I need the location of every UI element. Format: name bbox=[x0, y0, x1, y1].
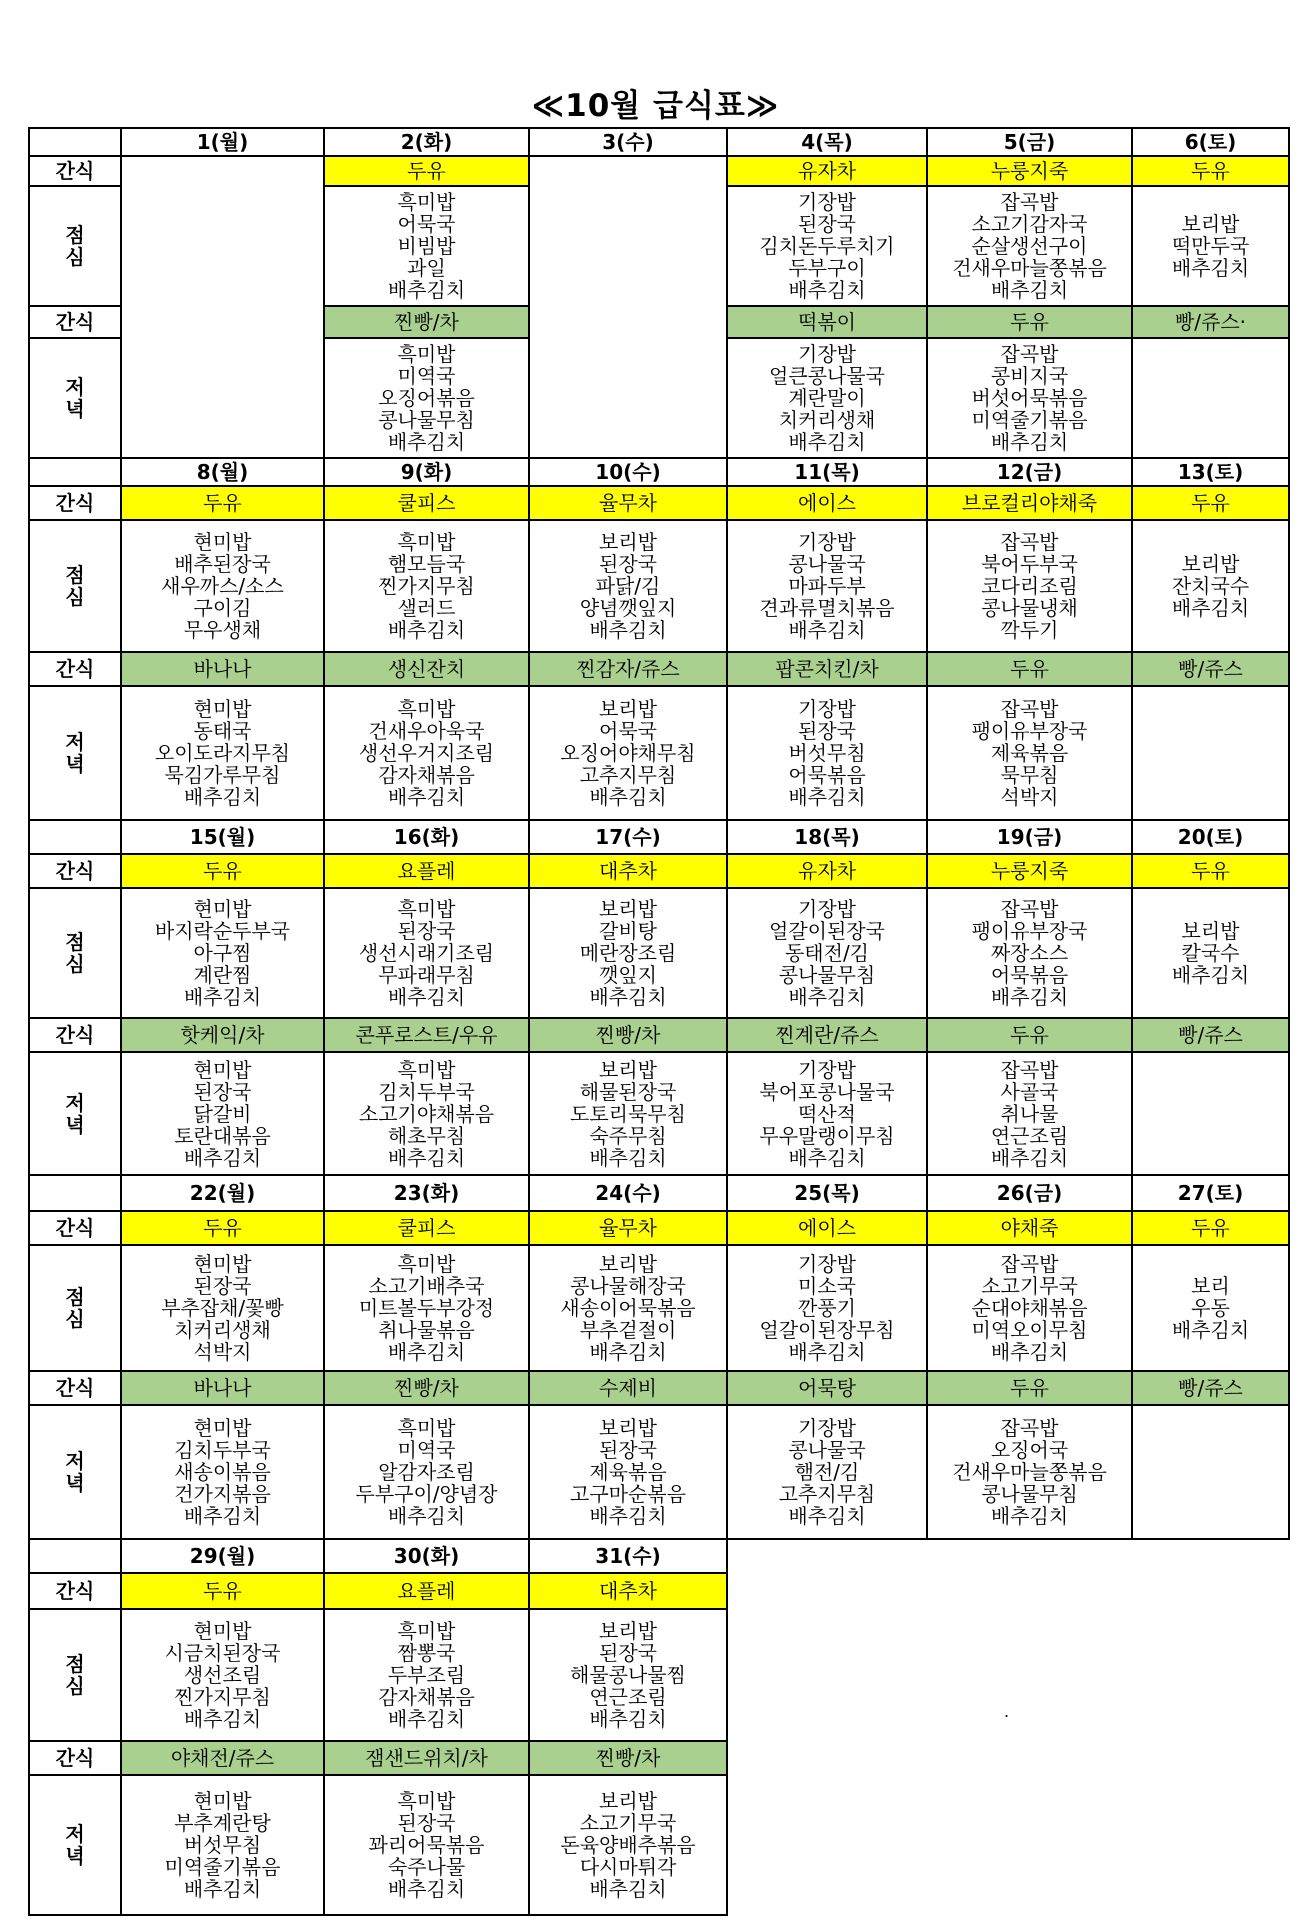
dinner-menu-cell: 흑미밥 김치두부국 소고기야채볶음 해초무침 배추김치 bbox=[324, 1052, 529, 1175]
date-header: 17(수) bbox=[529, 820, 727, 854]
corner-cell bbox=[29, 458, 121, 486]
am-snack-cell: 율무차 bbox=[529, 1211, 727, 1245]
dinner-menu-cell: 흑미밥 미역국 알감자조림 두부구이/양념장 배추김치 bbox=[324, 1405, 529, 1539]
row-label-snack: 간식 bbox=[29, 1211, 121, 1245]
date-header: 8(월) bbox=[121, 458, 324, 486]
corner-cell bbox=[29, 1539, 121, 1573]
dinner-menu-cell: 보리밥 된장국 제육볶음 고구마순볶음 배추김치 bbox=[529, 1405, 727, 1539]
blank-day-cell bbox=[529, 156, 727, 458]
row-label-snack: 간식 bbox=[29, 1573, 121, 1609]
dinner-menu-cell: 잡곡밥 오징어국 건새우마늘쫑볶음 콩나물무침 배추김치 bbox=[927, 1405, 1132, 1539]
row-label-lunch: 점 심 bbox=[29, 1245, 121, 1371]
corner-cell bbox=[29, 1175, 121, 1211]
pm-snack-cell: 빵/쥬스 bbox=[1132, 652, 1289, 686]
footer-mark: . bbox=[1004, 1702, 1010, 1721]
date-header: 27(토) bbox=[1132, 1175, 1289, 1211]
am-snack-cell: 누룽지죽 bbox=[927, 854, 1132, 888]
date-header: 20(토) bbox=[1132, 820, 1289, 854]
dinner-menu-cell: 흑미밥 된장국 꽈리어묵볶음 숙주나물 배추김치 bbox=[324, 1775, 529, 1915]
am-snack-cell: 두유 bbox=[1132, 854, 1289, 888]
pm-snack-cell: 두유 bbox=[927, 306, 1132, 338]
date-header: 26(금) bbox=[927, 1175, 1132, 1211]
am-snack-cell: 두유 bbox=[121, 1573, 324, 1609]
dinner-menu-cell: 기장밥 얼큰콩나물국 계란말이 치커리생채 배추김치 bbox=[727, 338, 927, 458]
pm-snack-cell: 떡볶이 bbox=[727, 306, 927, 338]
corner-cell bbox=[29, 128, 121, 156]
row-label-lunch: 점 심 bbox=[29, 888, 121, 1018]
date-header: 10(수) bbox=[529, 458, 727, 486]
lunch-menu-cell: 흑미밥 짬뽕국 두부조림 감자채볶음 배추김치 bbox=[324, 1609, 529, 1741]
date-header: 24(수) bbox=[529, 1175, 727, 1211]
blank-area bbox=[727, 1539, 1289, 1915]
row-label-snack: 간식 bbox=[29, 1741, 121, 1775]
row-label-lunch: 점 심 bbox=[29, 186, 121, 306]
lunch-menu-cell: 보리밥 잔치국수 배추김치 bbox=[1132, 520, 1289, 652]
am-snack-cell: 브로컬리야채죽 bbox=[927, 486, 1132, 520]
lunch-menu-cell: 현미밥 된장국 부추잡채/꽃빵 치커리생채 석박지 bbox=[121, 1245, 324, 1371]
pm-snack-cell: 야채전/쥬스 bbox=[121, 1741, 324, 1775]
date-header: 19(금) bbox=[927, 820, 1132, 854]
date-header: 11(목) bbox=[727, 458, 927, 486]
am-snack-cell: 요플레 bbox=[324, 1573, 529, 1609]
date-header: 3(수) bbox=[529, 128, 727, 156]
lunch-menu-cell: 보리 우동 배추김치 bbox=[1132, 1245, 1289, 1371]
corner-cell bbox=[29, 820, 121, 854]
pm-snack-cell: 찐빵/차 bbox=[529, 1741, 727, 1775]
date-header: 29(월) bbox=[121, 1539, 324, 1573]
lunch-menu-cell: 현미밥 배추된장국 새우까스/소스 구이김 무우생채 bbox=[121, 520, 324, 652]
date-header: 4(목) bbox=[727, 128, 927, 156]
am-snack-cell: 두유 bbox=[1132, 156, 1289, 186]
am-snack-cell: 야채죽 bbox=[927, 1211, 1132, 1245]
dinner-menu-cell: 현미밥 김치두부국 새송이볶음 건가지볶음 배추김치 bbox=[121, 1405, 324, 1539]
lunch-menu-cell: 잡곡밥 팽이유부장국 짜장소스 어묵볶음 배추김치 bbox=[927, 888, 1132, 1018]
row-label-dinner: 저 녁 bbox=[29, 338, 121, 458]
date-header: 16(화) bbox=[324, 820, 529, 854]
dinner-menu-cell: 기장밥 콩나물국 햄전/김 고추지무침 배추김치 bbox=[727, 1405, 927, 1539]
dinner-menu-cell: 잡곡밥 콩비지국 버섯어묵볶음 미역줄기볶음 배추김치 bbox=[927, 338, 1132, 458]
lunch-menu-cell: 잡곡밥 소고기무국 순대야채볶음 미역오이무침 배추김치 bbox=[927, 1245, 1132, 1371]
date-header: 2(화) bbox=[324, 128, 529, 156]
row-label-snack: 간식 bbox=[29, 1018, 121, 1052]
date-header: 6(토) bbox=[1132, 128, 1289, 156]
am-snack-cell: 유자차 bbox=[727, 156, 927, 186]
date-header: 22(월) bbox=[121, 1175, 324, 1211]
date-header: 12(금) bbox=[927, 458, 1132, 486]
pm-snack-cell: 수제비 bbox=[529, 1371, 727, 1405]
row-label-dinner: 저 녁 bbox=[29, 686, 121, 820]
date-header: 9(화) bbox=[324, 458, 529, 486]
dinner-menu-cell: 잡곡밥 사골국 취나물 연근조림 배추김치 bbox=[927, 1052, 1132, 1175]
lunch-menu-cell: 기장밥 미소국 깐풍기 얼갈이된장무침 배추김치 bbox=[727, 1245, 927, 1371]
lunch-menu-cell: 흑미밥 어묵국 비빔밥 과일 배추김치 bbox=[324, 186, 529, 306]
date-header: 1(월) bbox=[121, 128, 324, 156]
lunch-menu-cell: 보리밥 된장국 해물콩나물찜 연근조림 배추김치 bbox=[529, 1609, 727, 1741]
date-header: 31(수) bbox=[529, 1539, 727, 1573]
row-label-snack: 간식 bbox=[29, 156, 121, 186]
pm-snack-cell: 바나나 bbox=[121, 1371, 324, 1405]
date-header: 5(금) bbox=[927, 128, 1132, 156]
lunch-menu-cell: 보리밥 칼국수 배추김치 bbox=[1132, 888, 1289, 1018]
date-header: 18(목) bbox=[727, 820, 927, 854]
pm-snack-cell: 찐감자/쥬스 bbox=[529, 652, 727, 686]
lunch-menu-cell: 흑미밥 된장국 생선시래기조림 무파래무침 배추김치 bbox=[324, 888, 529, 1018]
lunch-menu-cell: 현미밥 바지락순두부국 아구찜 계란찜 배추김치 bbox=[121, 888, 324, 1018]
row-label-lunch: 점 심 bbox=[29, 520, 121, 652]
row-label-snack: 간식 bbox=[29, 486, 121, 520]
lunch-menu-cell: 잡곡밥 북어두부국 코다리조림 콩나물냉채 깍두기 bbox=[927, 520, 1132, 652]
date-header: 30(화) bbox=[324, 1539, 529, 1573]
pm-snack-cell: 어묵탕 bbox=[727, 1371, 927, 1405]
dinner-menu-cell: 기장밥 된장국 버섯무침 어묵볶음 배추김치 bbox=[727, 686, 927, 820]
dinner-menu-cell: 현미밥 된장국 닭갈비 토란대볶음 배추김치 bbox=[121, 1052, 324, 1175]
am-snack-cell: 대추차 bbox=[529, 854, 727, 888]
am-snack-cell: 두유 bbox=[121, 486, 324, 520]
am-snack-cell: 유자차 bbox=[727, 854, 927, 888]
pm-snack-cell: 찐빵/차 bbox=[324, 1371, 529, 1405]
dinner-menu-cell bbox=[1132, 338, 1289, 458]
lunch-menu-cell: 현미밥 시금치된장국 생선조림 찐가지무침 배추김치 bbox=[121, 1609, 324, 1741]
pm-snack-cell: 찐빵/차 bbox=[529, 1018, 727, 1052]
lunch-menu-cell: 기장밥 콩나물국 마파두부 견과류멸치볶음 배추김치 bbox=[727, 520, 927, 652]
am-snack-cell: 두유 bbox=[121, 854, 324, 888]
pm-snack-cell: 두유 bbox=[927, 1018, 1132, 1052]
dinner-menu-cell: 흑미밥 미역국 오징어볶음 콩나물무침 배추김치 bbox=[324, 338, 529, 458]
row-label-dinner: 저 녁 bbox=[29, 1405, 121, 1539]
row-label-dinner: 저 녁 bbox=[29, 1052, 121, 1175]
am-snack-cell: 요플레 bbox=[324, 854, 529, 888]
am-snack-cell: 두유 bbox=[324, 156, 529, 186]
page-title: ≪10월 급식표≫ bbox=[531, 88, 780, 124]
lunch-menu-cell: 잡곡밥 소고기감자국 순살생선구이 건새우마늘쫑볶음 배추김치 bbox=[927, 186, 1132, 306]
row-label-dinner: 저 녁 bbox=[29, 1775, 121, 1915]
dinner-menu-cell: 현미밥 부추계란탕 버섯무침 미역줄기볶음 배추김치 bbox=[121, 1775, 324, 1915]
dinner-menu-cell bbox=[1132, 1052, 1289, 1175]
lunch-menu-cell: 보리밥 갈비탕 메란장조림 깻잎지 배추김치 bbox=[529, 888, 727, 1018]
lunch-menu-cell: 보리밥 콩나물해장국 새송이어묵볶음 부추겉절이 배추김치 bbox=[529, 1245, 727, 1371]
blank-day-cell bbox=[121, 156, 324, 458]
row-label-snack: 간식 bbox=[29, 652, 121, 686]
dinner-menu-cell: 흑미밥 건새우아욱국 생선우거지조림 감자채볶음 배추김치 bbox=[324, 686, 529, 820]
dinner-menu-cell: 보리밥 해물된장국 도토리묵무침 숙주무침 배추김치 bbox=[529, 1052, 727, 1175]
pm-snack-cell: 찐계란/쥬스 bbox=[727, 1018, 927, 1052]
row-label-snack: 간식 bbox=[29, 1371, 121, 1405]
lunch-menu-cell: 기장밥 얼갈이된장국 동태전/김 콩나물무침 배추김치 bbox=[727, 888, 927, 1018]
pm-snack-cell: 빵/쥬스· bbox=[1132, 306, 1289, 338]
lunch-menu-cell: 흑미밥 햄모듬국 찐가지무침 샐러드 배추김치 bbox=[324, 520, 529, 652]
pm-snack-cell: 핫케익/차 bbox=[121, 1018, 324, 1052]
am-snack-cell: 두유 bbox=[1132, 486, 1289, 520]
meal-schedule-table bbox=[28, 127, 1290, 1916]
row-label-lunch: 점 심 bbox=[29, 1609, 121, 1741]
date-header: 23(화) bbox=[324, 1175, 529, 1211]
am-snack-cell: 에이스 bbox=[727, 486, 927, 520]
pm-snack-cell: 빵/쥬스 bbox=[1132, 1371, 1289, 1405]
am-snack-cell: 율무차 bbox=[529, 486, 727, 520]
lunch-menu-cell: 기장밥 된장국 김치돈두루치기 두부구이 배추김치 bbox=[727, 186, 927, 306]
pm-snack-cell: 두유 bbox=[927, 652, 1132, 686]
pm-snack-cell: 빵/쥬스 bbox=[1132, 1018, 1289, 1052]
row-label-snack: 간식 bbox=[29, 306, 121, 338]
date-header: 15(월) bbox=[121, 820, 324, 854]
pm-snack-cell: 바나나 bbox=[121, 652, 324, 686]
pm-snack-cell: 잼샌드위치/차 bbox=[324, 1741, 529, 1775]
pm-snack-cell: 생신잔치 bbox=[324, 652, 529, 686]
pm-snack-cell: 콘푸로스트/우유 bbox=[324, 1018, 529, 1052]
am-snack-cell: 대추차 bbox=[529, 1573, 727, 1609]
am-snack-cell: 누룽지죽 bbox=[927, 156, 1132, 186]
dinner-menu-cell: 보리밥 어묵국 오징어야채무침 고추지무침 배추김치 bbox=[529, 686, 727, 820]
lunch-menu-cell: 보리밥 떡만두국 배추김치 bbox=[1132, 186, 1289, 306]
dinner-menu-cell bbox=[1132, 1405, 1289, 1539]
dinner-menu-cell: 기장밥 북어포콩나물국 떡산적 무우말랭이무침 배추김치 bbox=[727, 1052, 927, 1175]
row-label-snack: 간식 bbox=[29, 854, 121, 888]
am-snack-cell: 에이스 bbox=[727, 1211, 927, 1245]
am-snack-cell: 두유 bbox=[121, 1211, 324, 1245]
lunch-menu-cell: 보리밥 된장국 파닭/김 양념깻잎지 배추김치 bbox=[529, 520, 727, 652]
pm-snack-cell: 찐빵/차 bbox=[324, 306, 529, 338]
pm-snack-cell: 팝콘치킨/차 bbox=[727, 652, 927, 686]
dinner-menu-cell bbox=[1132, 686, 1289, 820]
am-snack-cell: 쿨피스 bbox=[324, 1211, 529, 1245]
lunch-menu-cell: 흑미밥 소고기배추국 미트볼두부강정 취나물볶음 배추김치 bbox=[324, 1245, 529, 1371]
am-snack-cell: 쿨피스 bbox=[324, 486, 529, 520]
dinner-menu-cell: 현미밥 동태국 오이도라지무침 묵김가루무침 배추김치 bbox=[121, 686, 324, 820]
am-snack-cell: 두유 bbox=[1132, 1211, 1289, 1245]
dinner-menu-cell: 보리밥 소고기무국 돈육양배추볶음 다시마튀각 배추김치 bbox=[529, 1775, 727, 1915]
date-header: 25(목) bbox=[727, 1175, 927, 1211]
date-header: 13(토) bbox=[1132, 458, 1289, 486]
pm-snack-cell: 두유 bbox=[927, 1371, 1132, 1405]
dinner-menu-cell: 잡곡밥 팽이유부장국 제육볶음 묵무침 석박지 bbox=[927, 686, 1132, 820]
